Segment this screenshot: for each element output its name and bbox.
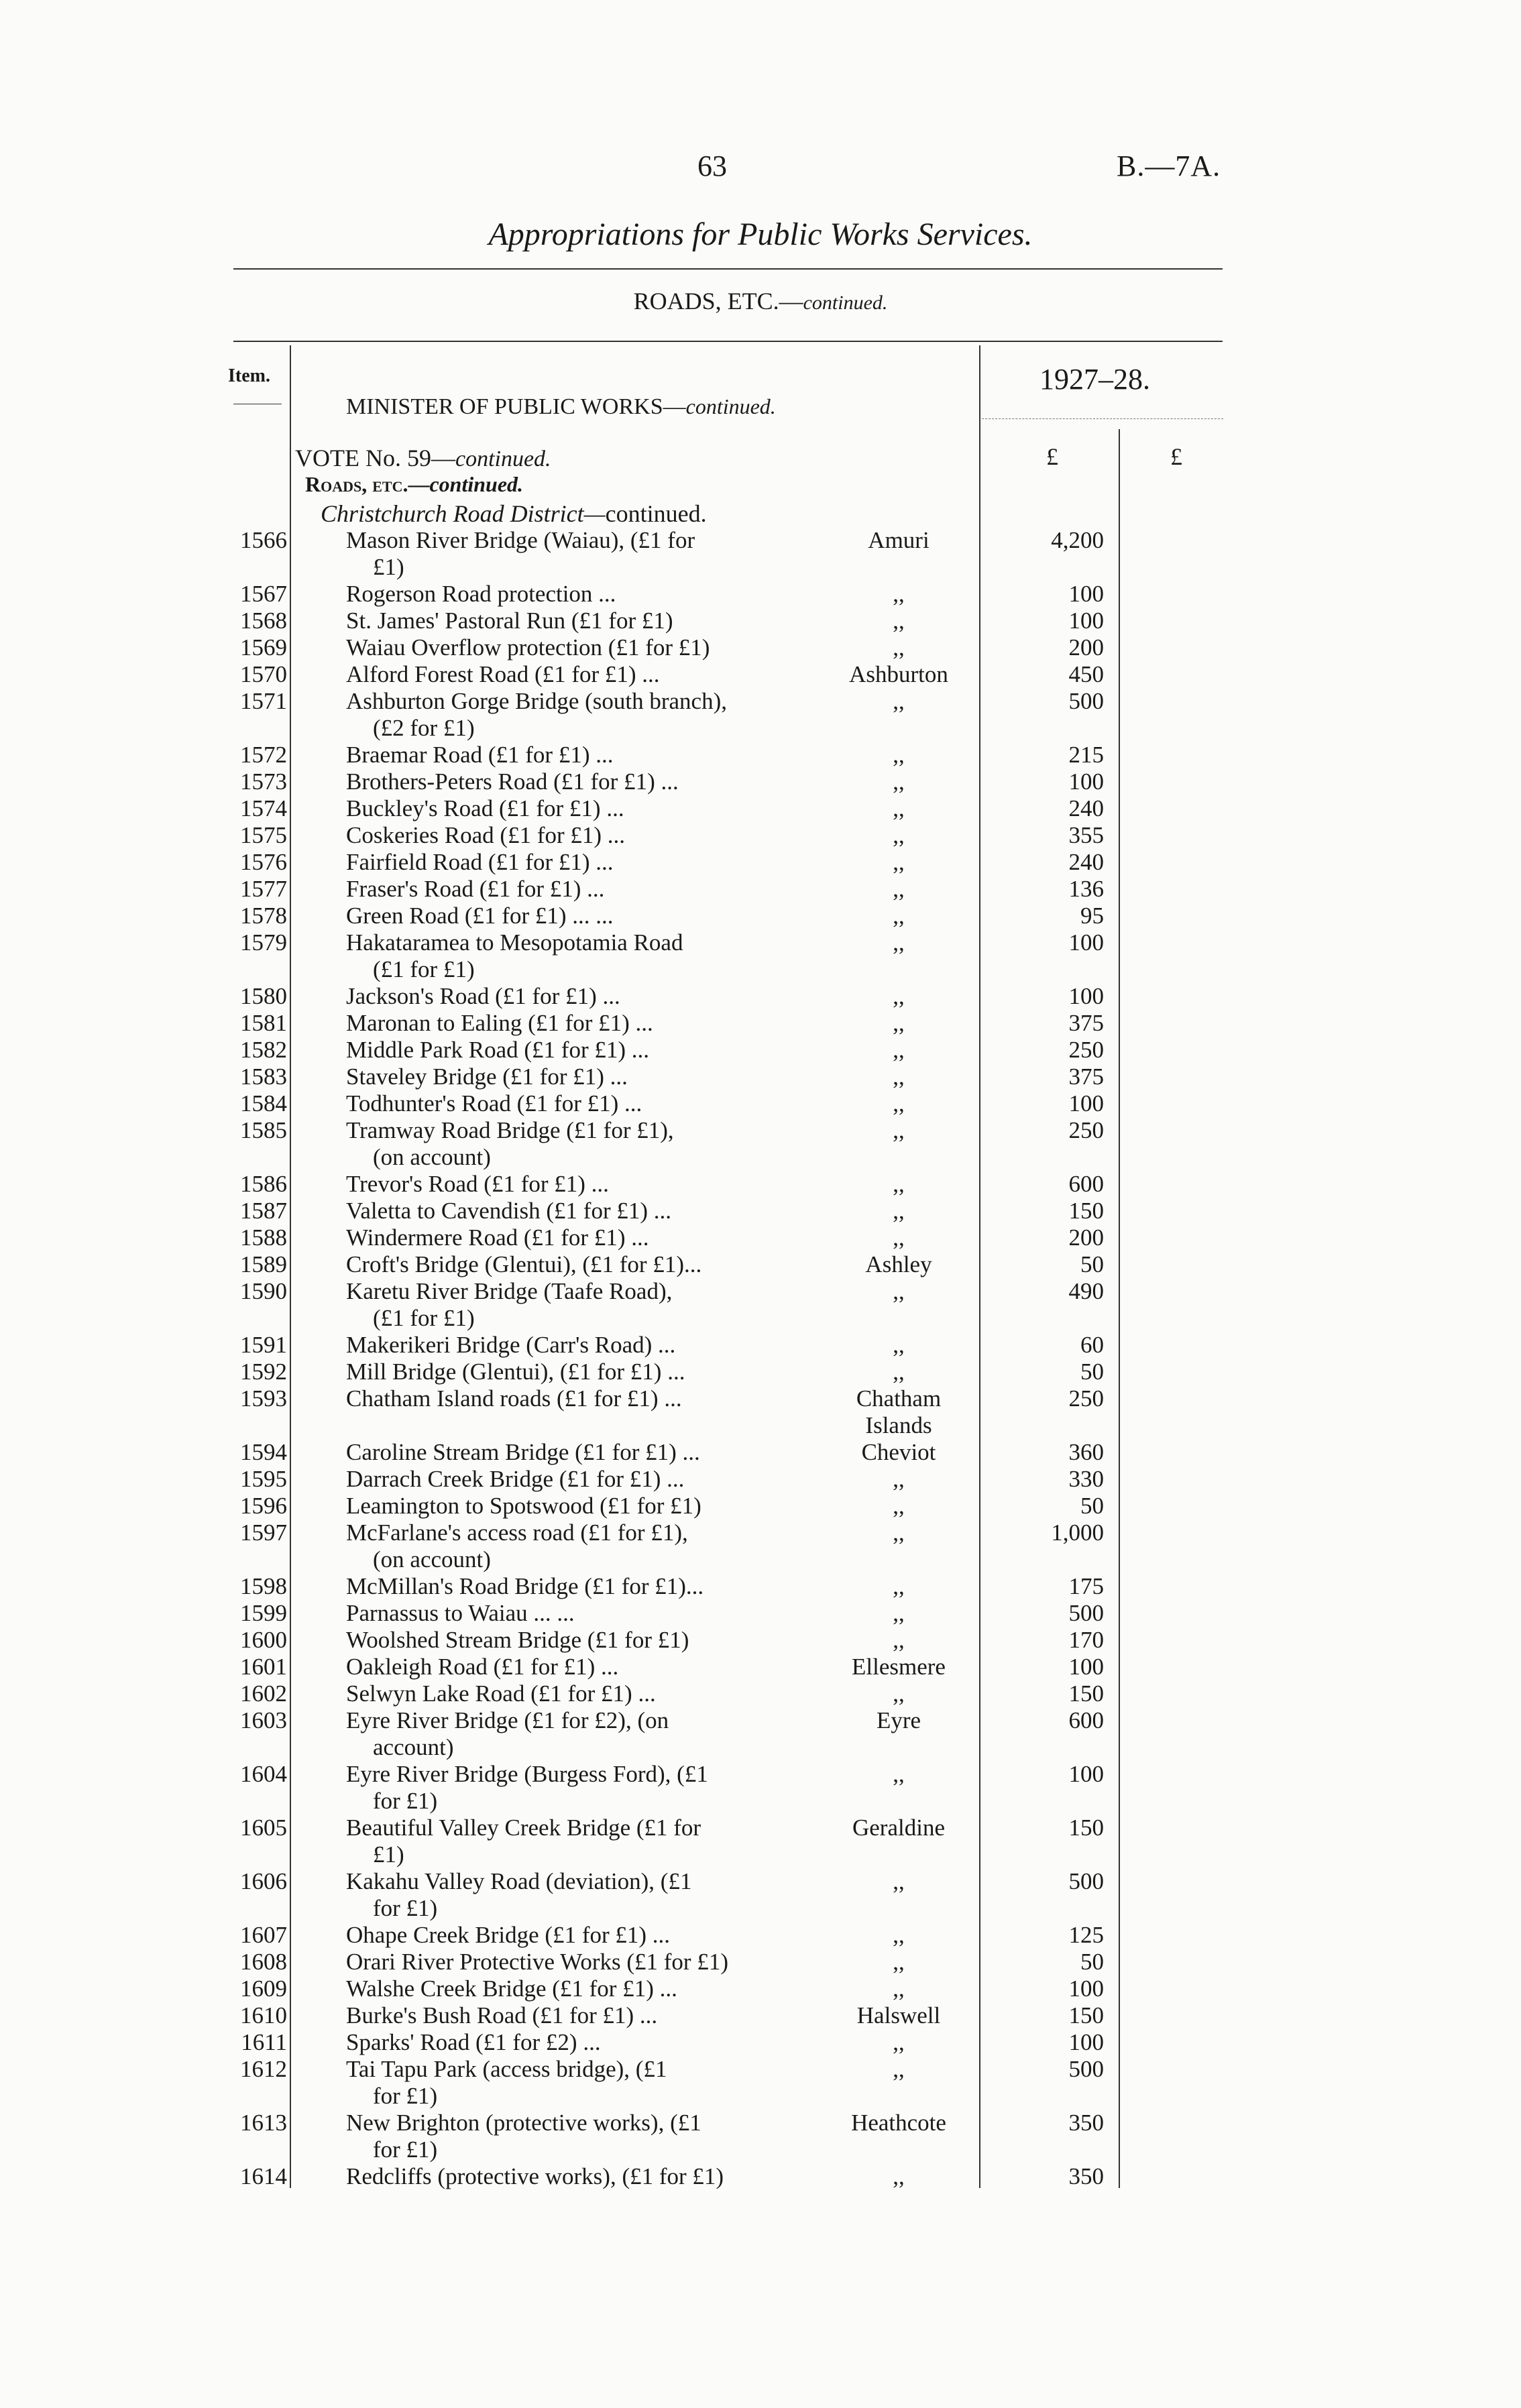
amount: 50 xyxy=(1080,1949,1104,1975)
item-number: 1574 xyxy=(240,795,287,821)
item-description: McFarlane's access road (£1 for £1), xyxy=(346,1520,688,1546)
district-name: ,, xyxy=(893,1359,905,1385)
district-name: ,, xyxy=(893,1171,905,1197)
district-name: ,, xyxy=(893,903,905,929)
item-number: 1609 xyxy=(240,1975,287,2002)
district-name: ,, xyxy=(893,768,905,795)
district-name: ,, xyxy=(893,1627,905,1653)
item-number: 1586 xyxy=(240,1171,287,1197)
item-number: 1579 xyxy=(240,929,287,956)
item-number: 1606 xyxy=(240,1868,287,1894)
item-description: Valetta to Cavendish (£1 for £1) ... xyxy=(346,1198,672,1224)
item-description: Windermere Road (£1 for £1) ... xyxy=(346,1224,649,1251)
section-heading xyxy=(0,287,1521,315)
item-description: Makerikeri Bridge (Carr's Road) ... xyxy=(346,1332,676,1358)
item-description-continued: (£2 for £1) xyxy=(373,715,475,741)
district-name: ,, xyxy=(893,1278,905,1304)
amount: 200 xyxy=(1068,1224,1104,1251)
item-number: 1587 xyxy=(240,1198,287,1224)
year-header-rule xyxy=(982,418,1223,419)
item-description-continued: for £1) xyxy=(373,2136,438,2163)
page-title: Appropriations for Public Works Services. xyxy=(488,217,1033,252)
item-number: 1599 xyxy=(240,1600,287,1626)
item-number: 1567 xyxy=(240,581,287,607)
amount: 375 xyxy=(1068,1064,1104,1090)
amount: 250 xyxy=(1068,1037,1104,1063)
item-description: Selwyn Lake Road (£1 for £1) ... xyxy=(346,1680,656,1707)
section-heading-main: ROADS, ETC.— xyxy=(633,288,803,314)
amount: 250 xyxy=(1068,1385,1104,1412)
item-description: Sparks' Road (£1 for £2) ... xyxy=(346,2029,601,2055)
district-name: ,, xyxy=(893,983,905,1009)
item-number: 1571 xyxy=(240,688,287,714)
amount-column-divider xyxy=(979,345,980,2188)
amount: 450 xyxy=(1068,661,1104,687)
district-name: Geraldine xyxy=(852,1815,945,1841)
item-description: Beautiful Valley Creek Bridge (£1 for xyxy=(346,1815,701,1841)
item-column-header: Item. xyxy=(228,365,270,386)
amount: 100 xyxy=(1068,1761,1104,1787)
district-name: Chatham xyxy=(856,1385,942,1412)
item-number: 1572 xyxy=(240,742,287,768)
district-name: ,, xyxy=(893,795,905,821)
item-number: 1592 xyxy=(240,1359,287,1385)
amount: 150 xyxy=(1068,1198,1104,1224)
amount: 170 xyxy=(1068,1627,1104,1653)
item-description: Tramway Road Bridge (£1 for £1), xyxy=(346,1117,674,1143)
district-name: ,, xyxy=(893,1761,905,1787)
district-name: Heathcote xyxy=(851,2110,946,2136)
amount: 350 xyxy=(1068,2163,1104,2189)
district-name: ,, xyxy=(893,1466,905,1492)
item-description: Leamington to Spotswood (£1 for £1) xyxy=(346,1493,701,1519)
item-description: Caroline Stream Bridge (£1 for £1) ... xyxy=(346,1439,700,1465)
item-column-divider xyxy=(290,345,291,2188)
district-name: ,, xyxy=(893,608,905,634)
item-description: Trevor's Road (£1 for £1) ... xyxy=(346,1171,609,1197)
item-number: 1610 xyxy=(240,2002,287,2028)
district-name: ,, xyxy=(893,1010,905,1036)
item-number: 1585 xyxy=(240,1117,287,1143)
pound-symbol-left: £ xyxy=(1046,443,1058,470)
amount: 1,000 xyxy=(1051,1520,1104,1546)
item-description: Croft's Bridge (Glentui), (£1 for £1)... xyxy=(346,1251,702,1277)
year-column-header: 1927–28. xyxy=(1039,363,1150,396)
item-description: Staveley Bridge (£1 for £1) ... xyxy=(346,1064,628,1090)
district-name: Halswell xyxy=(856,2002,941,2028)
district-heading-main: Christchurch Road District— xyxy=(321,500,606,527)
district-name: Ashburton xyxy=(849,661,948,687)
pound-symbol-right: £ xyxy=(1170,443,1182,470)
item-number: 1578 xyxy=(240,903,287,929)
item-description-continued: (£1 for £1) xyxy=(373,1305,475,1331)
amount: 500 xyxy=(1068,1600,1104,1626)
district-name: ,, xyxy=(893,634,905,661)
amount: 50 xyxy=(1080,1251,1104,1277)
amount: 100 xyxy=(1068,1975,1104,2002)
item-number: 1575 xyxy=(240,822,287,848)
item-description-continued: £1) xyxy=(373,1841,404,1868)
item-description: Mill Bridge (Glentui), (£1 for £1) ... xyxy=(346,1359,685,1385)
amount: 100 xyxy=(1068,929,1104,956)
item-description: St. James' Pastoral Run (£1 for £1) xyxy=(346,608,673,634)
district-name: ,, xyxy=(893,581,905,607)
amount: 50 xyxy=(1080,1359,1104,1385)
item-description: Burke's Bush Road (£1 for £1) ... xyxy=(346,2002,658,2028)
district-name-continued: Islands xyxy=(865,1412,932,1438)
item-number: 1600 xyxy=(240,1627,287,1653)
amount: 355 xyxy=(1068,822,1104,848)
item-description: Karetu River Bridge (Taafe Road), xyxy=(346,1278,673,1304)
page-number: 63 xyxy=(697,150,727,182)
vote-heading-suffix: continued. xyxy=(455,447,551,471)
item-description: Waiau Overflow protection (£1 for £1) xyxy=(346,634,710,661)
item-number: 1611 xyxy=(241,2029,287,2055)
item-description: Darrach Creek Bridge (£1 for £1) ... xyxy=(346,1466,685,1492)
amount: 100 xyxy=(1068,1090,1104,1116)
district-name: ,, xyxy=(893,1117,905,1143)
item-number: 1614 xyxy=(240,2163,287,2189)
minister-heading-suffix: continued. xyxy=(685,394,776,418)
item-number: 1589 xyxy=(240,1251,287,1277)
amount: 100 xyxy=(1068,1654,1104,1680)
amount: 50 xyxy=(1080,1493,1104,1519)
item-number: 1591 xyxy=(240,1332,287,1358)
district-name: ,, xyxy=(893,1224,905,1251)
district-name: ,, xyxy=(893,1868,905,1894)
amount: 600 xyxy=(1068,1707,1104,1733)
item-description: Redcliffs (protective works), (£1 for £1) xyxy=(346,2163,724,2189)
amount: 500 xyxy=(1068,688,1104,714)
item-description: Coskeries Road (£1 for £1) ... xyxy=(346,822,626,848)
item-description-continued: (on account) xyxy=(373,1546,491,1572)
district-name: ,, xyxy=(893,1949,905,1975)
district-name: Eyre xyxy=(876,1707,921,1733)
district-name: ,, xyxy=(893,1198,905,1224)
item-number: 1576 xyxy=(240,849,287,875)
amount: 330 xyxy=(1068,1466,1104,1492)
item-number: 1601 xyxy=(240,1654,287,1680)
amount: 100 xyxy=(1068,983,1104,1009)
item-number: 1595 xyxy=(240,1466,287,1492)
title-rule xyxy=(233,268,1223,270)
item-number: 1597 xyxy=(240,1520,287,1546)
item-number: 1603 xyxy=(240,1707,287,1733)
amount: 215 xyxy=(1068,742,1104,768)
district-name: ,, xyxy=(893,1493,905,1519)
item-description: Green Road (£1 for £1) ... ... xyxy=(346,903,614,929)
section-heading-suffix: continued. xyxy=(803,292,888,314)
item-description-continued: for £1) xyxy=(373,1788,438,1814)
district-name: Ellesmere xyxy=(852,1654,946,1680)
item-description: Middle Park Road (£1 for £1) ... xyxy=(346,1037,650,1063)
item-description-continued: (£1 for £1) xyxy=(373,956,475,982)
item-number: 1596 xyxy=(240,1493,287,1519)
district-name: ,, xyxy=(893,1064,905,1090)
item-number: 1613 xyxy=(240,2110,287,2136)
district-name: ,, xyxy=(893,1573,905,1599)
item-description: Braemar Road (£1 for £1) ... xyxy=(346,742,614,768)
item-description-continued: for £1) xyxy=(373,2083,438,2109)
item-description-continued: for £1) xyxy=(373,1895,438,1921)
amount: 600 xyxy=(1068,1171,1104,1197)
district-heading xyxy=(321,500,707,528)
item-number: 1608 xyxy=(240,1949,287,1975)
amount: 125 xyxy=(1068,1922,1104,1948)
item-number: 1568 xyxy=(240,608,287,634)
district-name: ,, xyxy=(893,1975,905,2002)
amount: 500 xyxy=(1068,1868,1104,1894)
amount: 100 xyxy=(1068,768,1104,795)
item-description: Ohape Creek Bridge (£1 for £1) ... xyxy=(346,1922,671,1948)
amount: 150 xyxy=(1068,1680,1104,1707)
amount: 175 xyxy=(1068,1573,1104,1599)
item-description: Jackson's Road (£1 for £1) ... xyxy=(346,983,620,1009)
amount: 100 xyxy=(1068,581,1104,607)
amount: 150 xyxy=(1068,2002,1104,2028)
item-description: Fraser's Road (£1 for £1) ... xyxy=(346,876,605,902)
table-top-rule xyxy=(233,341,1223,342)
district-name: ,, xyxy=(893,1332,905,1358)
item-number: 1607 xyxy=(240,1922,287,1948)
district-name: ,, xyxy=(893,822,905,848)
minister-heading xyxy=(346,394,776,420)
item-number: 1583 xyxy=(240,1064,287,1090)
district-name: ,, xyxy=(893,929,905,956)
item-number: 1588 xyxy=(240,1224,287,1251)
amount: 95 xyxy=(1080,903,1104,929)
district-name: Ashley xyxy=(865,1251,932,1277)
amount: 240 xyxy=(1068,795,1104,821)
item-description: Chatham Island roads (£1 for £1) ... xyxy=(346,1385,682,1412)
item-description: Maronan to Ealing (£1 for £1) ... xyxy=(346,1010,653,1036)
district-name: ,, xyxy=(893,849,905,875)
district-name: ,, xyxy=(893,1520,905,1546)
item-description: Brothers-Peters Road (£1 for £1) ... xyxy=(346,768,679,795)
document-reference: B.—7A. xyxy=(1117,150,1221,182)
item-number: 1581 xyxy=(240,1010,287,1036)
district-heading-suffix: continued. xyxy=(605,500,707,527)
item-number: 1569 xyxy=(240,634,287,661)
item-description: Tai Tapu Park (access bridge), (£1 xyxy=(346,2056,667,2082)
vote-heading xyxy=(295,444,551,472)
item-description: Oakleigh Road (£1 for £1) ... xyxy=(346,1654,619,1680)
year-column-divider xyxy=(1119,429,1120,2188)
item-description: Eyre River Bridge (£1 for £2), (on xyxy=(346,1707,669,1733)
item-number: 1594 xyxy=(240,1439,287,1465)
amount: 150 xyxy=(1068,1815,1104,1841)
item-number: 1598 xyxy=(240,1573,287,1599)
district-name: ,, xyxy=(893,1037,905,1063)
amount: 100 xyxy=(1068,2029,1104,2055)
amount: 200 xyxy=(1068,634,1104,661)
item-number: 1573 xyxy=(240,768,287,795)
roads-heading xyxy=(305,472,523,497)
amount: 100 xyxy=(1068,608,1104,634)
roads-heading-suffix: continued. xyxy=(429,472,524,496)
item-description: Walshe Creek Bridge (£1 for £1) ... xyxy=(346,1975,677,2002)
district-name: ,, xyxy=(893,1680,905,1707)
item-number: 1582 xyxy=(240,1037,287,1063)
item-number: 1566 xyxy=(240,527,287,553)
item-description: Todhunter's Road (£1 for £1) ... xyxy=(346,1090,642,1116)
district-name: ,, xyxy=(893,1090,905,1116)
item-description: Rogerson Road protection ... xyxy=(346,581,616,607)
item-number: 1593 xyxy=(240,1385,287,1412)
district-name: ,, xyxy=(893,688,905,714)
amount: 60 xyxy=(1080,1332,1104,1358)
district-name: Amuri xyxy=(868,527,929,553)
district-name: Cheviot xyxy=(861,1439,936,1465)
district-name: ,, xyxy=(893,1600,905,1626)
item-description: Alford Forest Road (£1 for £1) ... xyxy=(346,661,660,687)
vote-heading-main: VOTE No. 59— xyxy=(295,445,455,471)
item-description: McMillan's Road Bridge (£1 for £1)... xyxy=(346,1573,704,1599)
item-description-continued: £1) xyxy=(373,554,404,580)
item-description-continued: (on account) xyxy=(373,1144,491,1170)
item-description: Parnassus to Waiau ... ... xyxy=(346,1600,575,1626)
district-name: ,, xyxy=(893,2056,905,2082)
item-description: Kakahu Valley Road (deviation), (£1 xyxy=(346,1868,692,1894)
amount: 500 xyxy=(1068,2056,1104,2082)
item-number: 1612 xyxy=(240,2056,287,2082)
amount: 136 xyxy=(1068,876,1104,902)
item-description: Mason River Bridge (Waiau), (£1 for xyxy=(346,527,695,553)
amount: 4,200 xyxy=(1051,527,1104,553)
district-name: ,, xyxy=(893,876,905,902)
item-description-continued: account) xyxy=(373,1734,454,1760)
item-number: 1590 xyxy=(240,1278,287,1304)
item-description: Buckley's Road (£1 for £1) ... xyxy=(346,795,624,821)
amount: 375 xyxy=(1068,1010,1104,1036)
item-description: Orari River Protective Works (£1 for £1) xyxy=(346,1949,728,1975)
item-number: 1577 xyxy=(240,876,287,902)
item-description: New Brighton (protective works), (£1 xyxy=(346,2110,701,2136)
amount: 240 xyxy=(1068,849,1104,875)
item-number: 1570 xyxy=(240,661,287,687)
item-description: Woolshed Stream Bridge (£1 for £1) xyxy=(346,1627,689,1653)
item-number: 1605 xyxy=(240,1815,287,1841)
item-number: 1580 xyxy=(240,983,287,1009)
item-description: Eyre River Bridge (Burgess Ford), (£1 xyxy=(346,1761,708,1787)
amount: 360 xyxy=(1068,1439,1104,1465)
amount: 250 xyxy=(1068,1117,1104,1143)
item-number: 1584 xyxy=(240,1090,287,1116)
item-description: Ashburton Gorge Bridge (south branch), xyxy=(346,688,727,714)
district-name: ,, xyxy=(893,1922,905,1948)
item-description: Fairfield Road (£1 for £1) ... xyxy=(346,849,614,875)
district-name: ,, xyxy=(893,742,905,768)
roads-heading-main: Roads, etc.— xyxy=(305,472,430,496)
district-name: ,, xyxy=(893,2163,905,2189)
amount: 350 xyxy=(1068,2110,1104,2136)
district-name: ,, xyxy=(893,2029,905,2055)
minister-heading-main: MINISTER OF PUBLIC WORKS— xyxy=(346,394,686,419)
item-number: 1602 xyxy=(240,1680,287,1707)
item-description: Hakataramea to Mesopotamia Road xyxy=(346,929,683,956)
amount: 490 xyxy=(1068,1278,1104,1304)
item-number: 1604 xyxy=(240,1761,287,1787)
